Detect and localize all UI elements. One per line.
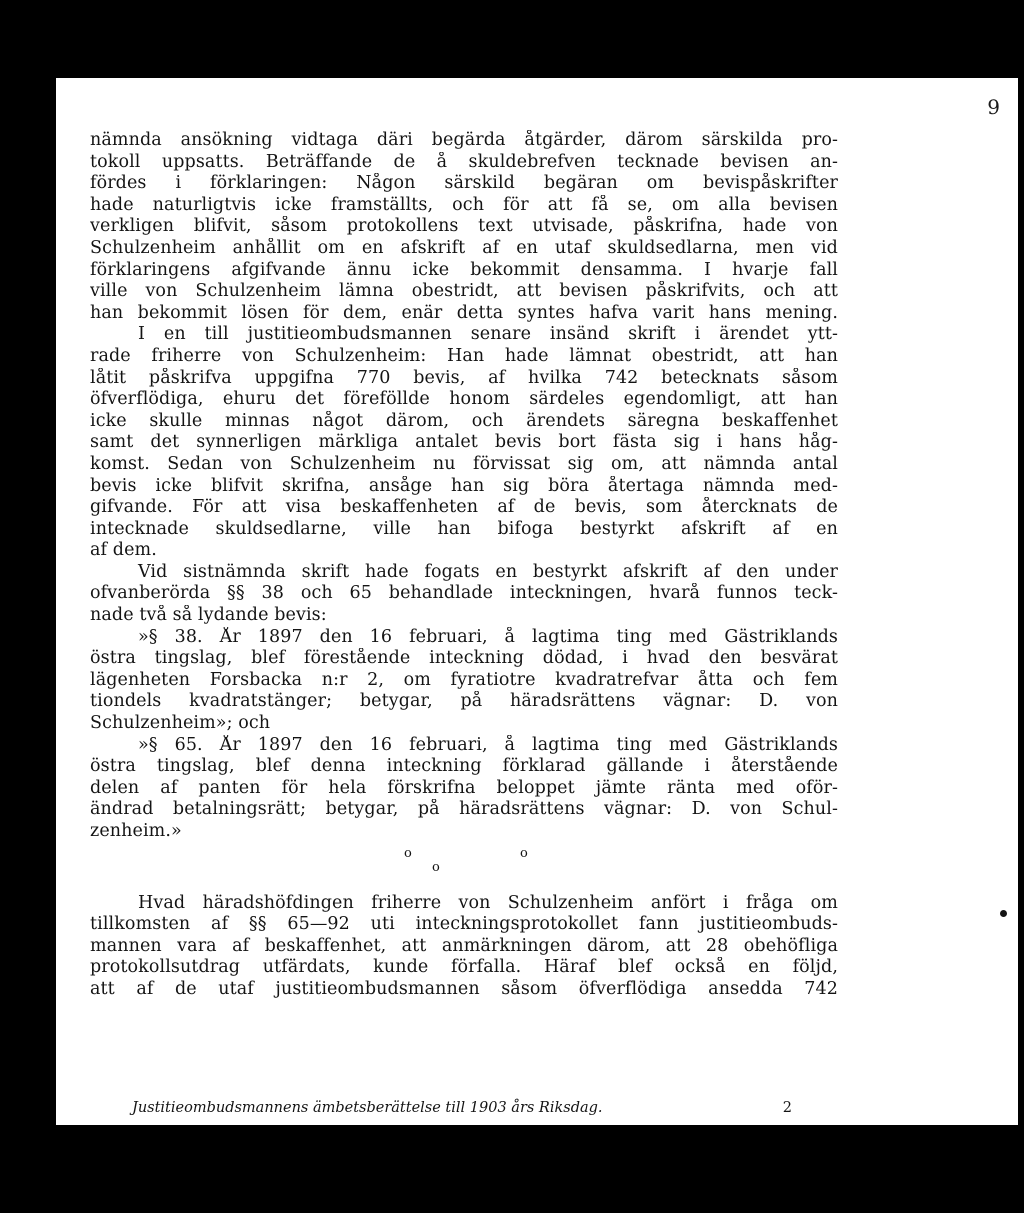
scan-border-bottom (0, 1125, 1024, 1213)
text-line: han bekommit lösen för dem, enär detta syntes hafva varit hans mening. (90, 302, 838, 323)
text-line: Schulzenheim anhållit om en afskrift af en utaf skuldsedlarna, men vid (90, 237, 838, 258)
text-line: nämnda ansökning vidtaga däri begärda åtgärder, därom särskilda pro- (90, 130, 838, 150)
text-line: hade naturligtvis icke framställts, och för att få se, om alla bevisen (90, 194, 838, 215)
ornament-mark: o (520, 845, 528, 861)
text-line: protokollsutdrag utfärdats, kunde förfalla. Häraf blef också en följd, (90, 957, 838, 978)
text-line: öfverflödiga, ehuru det föreföllde honom särdeles egendomligt, att han (90, 389, 838, 410)
quote-paragraph-65 (90, 735, 838, 843)
text-line: bevis icke blifvit skrifna, ansåge han sig böra återtaga nämnda med- (90, 475, 838, 496)
quote-paragraph-38 (90, 627, 838, 735)
footer-title: Justitieombudsmannens ämbetsberättelse till 1903 års Riksdag. (132, 1100, 603, 1116)
text-line: ville von Schulzenheim lämna obestridt, att bevisen påskrifvits, och att (90, 281, 838, 302)
scan-border-left (0, 0, 56, 1213)
scan-border-right (1018, 0, 1024, 1213)
text-line: tiondels kvadratstänger; betygar, på häradsrättens vägnar: D. von (90, 691, 838, 712)
text-line: komst. Sedan von Schulzenheim nu förvissat sig om, att nämnda antal (90, 453, 838, 474)
text-line: Vid sistnämnda skrift hade fogats en bestyrkt afskrift af den under (138, 561, 838, 582)
paragraph-6 (90, 893, 838, 1001)
text-line: lägenheten Forsbacka n:r 2, om fyratiotre kvadratrefvar åtta och fem (90, 669, 838, 690)
text-line: nade två så lydande bevis: (90, 605, 327, 626)
paragraph-1 (90, 130, 838, 324)
text-line: östra tingslag, blef denna inteckning förklarad gällande i återstående (90, 756, 838, 777)
scan-border-top (0, 0, 1024, 78)
page-footer (132, 1100, 792, 1116)
page-number: 9 (987, 95, 1000, 119)
text-line: ändrad betalningsrätt; betygar, på häradsrättens vägnar: D. von Schul- (90, 799, 838, 820)
text-line: tokoll uppsatts. Beträffande de å skuldebrefven tecknade bevisen an- (90, 151, 838, 172)
text-line: samt det synnerligen märkliga antalet bevis bort fästa sig i hans håg- (90, 432, 838, 453)
text-line: mannen vara af beskaffenhet, att anmärkningen därom, att 28 obehöfliga (90, 935, 838, 956)
text-line: fördes i förklaringen: Någon särskild begäran om bevispåskrifter (90, 173, 838, 194)
text-line: intecknade skuldsedlarne, ville han bifoga bestyrkt afskrift af en (90, 518, 838, 539)
ornament-mark: o (404, 845, 412, 861)
paragraph-3 (90, 562, 838, 627)
text-line: gifvande. För att visa beskaffenheten af de bevis, som återcknats de (90, 497, 838, 518)
text-line: tillkomsten af §§ 65—92 uti inteckningsprotokollet fann justitieombuds- (90, 914, 838, 935)
text-line: I en till justitieombudsmannen senare insänd skrift i ärendet ytt- (138, 324, 838, 345)
text-line: förklaringens afgifvande ännu icke bekommit densamma. I hvarje fall (90, 259, 838, 280)
text-line: icke skulle minnas något därom, och ärendets säregna beskaffenhet (90, 410, 838, 431)
text-line: låtit påskrifva uppgifna 770 bevis, af hvilka 742 betecknats såsom (90, 367, 838, 388)
ornament-mark: o (432, 859, 440, 875)
paragraph-2 (90, 324, 838, 562)
text-line: »§ 65. År 1897 den 16 februari, å lagtima ting med Gästriklands (138, 734, 838, 755)
text-line: Schulzenheim»; och (90, 713, 271, 734)
text-line: »§ 38. År 1897 den 16 februari, å lagtima ting med Gästriklands (138, 626, 838, 647)
text-line: rade friherre von Schulzenheim: Han hade lämnat obestridt, att han (90, 345, 838, 366)
body-text (90, 130, 838, 1001)
text-line: af dem. (90, 540, 157, 561)
text-line: ofvanberörda §§ 38 och 65 behandlade inteckningen, hvarå funnos teck- (90, 583, 838, 604)
footer-signature-number: 2 (782, 1100, 792, 1116)
text-line: delen af panten för hela förskrifna beloppet jämte ränta med oför- (90, 777, 838, 798)
text-line: verkligen blifvit, såsom protokollens text utvisade, påskrifna, hade von (90, 216, 838, 237)
text-line: Hvad häradshöfdingen friherre von Schulzenheim anfört i fråga om (138, 892, 838, 913)
section-ornament (90, 843, 838, 879)
scan-speck (1000, 910, 1007, 917)
text-line: östra tingslag, blef förestående inteckning dödad, i hvad den besvärat (90, 648, 838, 669)
text-line: zenheim.» (90, 821, 182, 841)
text-line: att af de utaf justitieombudsmannen såsom öfverflödiga ansedda 742 (90, 978, 838, 999)
